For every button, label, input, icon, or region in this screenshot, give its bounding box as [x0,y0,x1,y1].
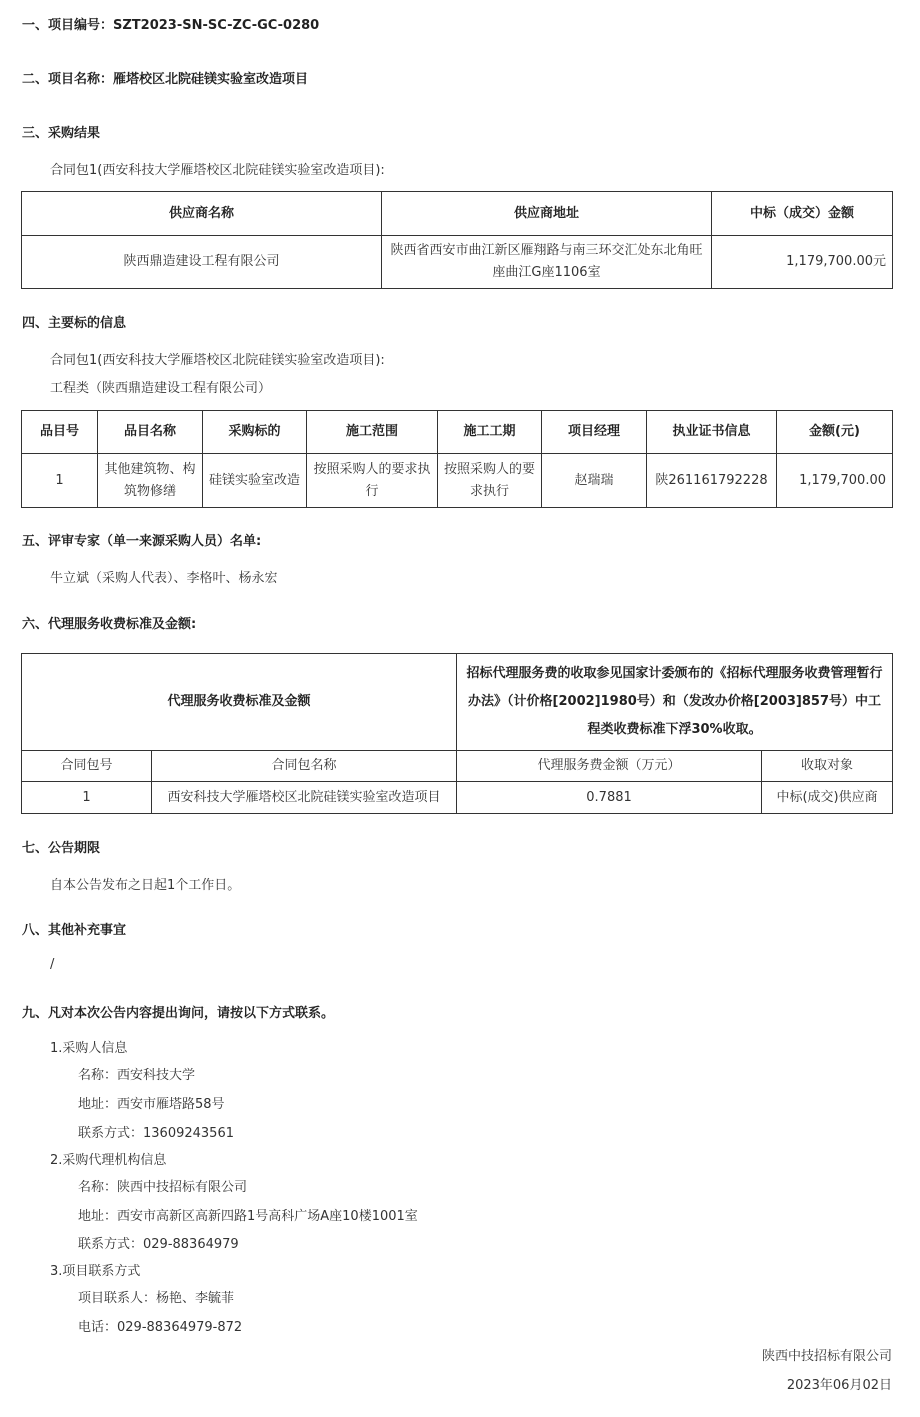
result-package-label: 合同包1(西安科技大学雁塔校区北院硅镁实验室改造项目): [50,163,385,178]
header-certificate-info: 执业证书信息 [647,411,777,454]
header-package-no: 合同包号 [22,751,152,782]
agent-address: 地址：西安市高新区高新四路1号高科广场A座10楼1001室 [78,1209,418,1224]
buyer-address: 地址：西安市雁塔路58号 [78,1097,225,1112]
header-supplier-name: 供应商名称 [22,192,382,236]
header-project-manager: 项目经理 [542,411,647,454]
cell-package-no: 1 [22,782,152,814]
section-notice-period: 七、公告期限 [22,841,101,856]
section-main-subject: 四、主要标的信息 [22,316,127,331]
cell-fee-target: 中标(成交)供应商 [762,782,893,814]
agent-info-title: 2.采购代理机构信息 [50,1153,167,1168]
other-matters-text: / [50,957,55,972]
agent-name: 名称：陕西中技招标有限公司 [78,1180,248,1195]
section-other-matters: 八、其他补充事宜 [22,923,127,938]
cell-fee-amount: 0.7881 [457,782,762,814]
table-row [22,782,893,814]
expert-names: 牛立斌（采购人代表）、李格叶、杨永宏 [50,571,278,586]
fee-standard-label: 代理服务收费标准及金额 [22,654,457,751]
table-row [22,454,893,508]
table-header-row [22,192,893,236]
cell-supplier-address: 陕西省西安市曲江新区雁翔路与南三环交汇处东北角旺座曲江G座1106室 [382,236,712,289]
cell-amount: 1,179,700.00 [777,454,893,508]
buyer-info-title: 1.采购人信息 [50,1041,128,1056]
cell-award-amount: 1,179,700.00元 [712,236,893,289]
cell-item-no: 1 [22,454,98,508]
cell-project-manager: 赵瑞瑞 [542,454,647,508]
section-review-experts: 五、评审专家（单一来源采购人员）名单: [22,534,262,549]
cell-certificate-info: 陕261161792228 [647,454,777,508]
project-contact-person: 项目联系人：杨艳、李毓菲 [78,1291,235,1306]
buyer-phone: 联系方式：13609243561 [78,1126,234,1141]
project-contact-title: 3.项目联系方式 [50,1264,141,1279]
footer-organization: 陕西中技招标有限公司 [761,1349,892,1364]
cell-package-name: 西安科技大学雁塔校区北院硅镁实验室改造项目 [152,782,457,814]
header-fee-target: 收取对象 [762,751,893,782]
result-table [21,191,893,289]
header-award-amount: 中标（成交）金额 [712,192,893,236]
agent-phone: 联系方式：029-88364979 [78,1237,239,1252]
subject-package-label: 合同包1(西安科技大学雁塔校区北院硅镁实验室改造项目): [50,353,385,368]
table-header-row [22,411,893,454]
cell-procurement-subject: 硅镁实验室改造 [203,454,307,508]
fee-standard-text: 招标代理服务费的收取参见国家计委颁布的《招标代理服务收费管理暂行办法》（计价格[2002]1980号）和（发改办价格[2003]857号）中工程类收费标准下浮30%收取。 [457,654,893,751]
subject-table [21,410,893,508]
header-fee-amount: 代理服务费金额（万元） [457,751,762,782]
section-project-number: 一、项目编号：SZT2023-SN-SC-ZC-GC-0280 [22,18,320,33]
subject-category-label: 工程类（陕西鼎造建设工程有限公司） [50,381,272,396]
cell-item-name: 其他建筑物、构筑物修缮 [98,454,203,508]
header-construction-period: 施工工期 [438,411,542,454]
section-agency-fee: 六、代理服务收费标准及金额: [22,617,197,632]
header-supplier-address: 供应商地址 [382,192,712,236]
footer-date: 2023年06月02日 [786,1378,892,1393]
fee-standard-row [22,654,893,751]
section-project-name: 二、项目名称：雁塔校区北院硅镁实验室改造项目 [22,72,309,87]
table-header-row [22,751,893,782]
table-row [22,236,893,289]
header-item-name: 品目名称 [98,411,203,454]
header-procurement-subject: 采购标的 [203,411,307,454]
cell-supplier-name: 陕西鼎造建设工程有限公司 [22,236,382,289]
agency-fee-table [21,653,893,814]
notice-period-text: 自本公告发布之日起1个工作日。 [50,878,241,893]
header-item-no: 品目号 [22,411,98,454]
project-contact-phone: 电话：029-88364979-872 [78,1320,243,1335]
header-amount: 金额(元) [777,411,893,454]
buyer-name: 名称：西安科技大学 [78,1068,196,1083]
header-construction-scope: 施工范围 [307,411,438,454]
cell-construction-scope: 按照采购人的要求执行 [307,454,438,508]
section-contact: 九、凡对本次公告内容提出询问，请按以下方式联系。 [22,1006,335,1021]
cell-construction-period: 按照采购人的要求执行 [438,454,542,508]
section-procurement-result: 三、采购结果 [22,126,101,141]
header-package-name: 合同包名称 [152,751,457,782]
